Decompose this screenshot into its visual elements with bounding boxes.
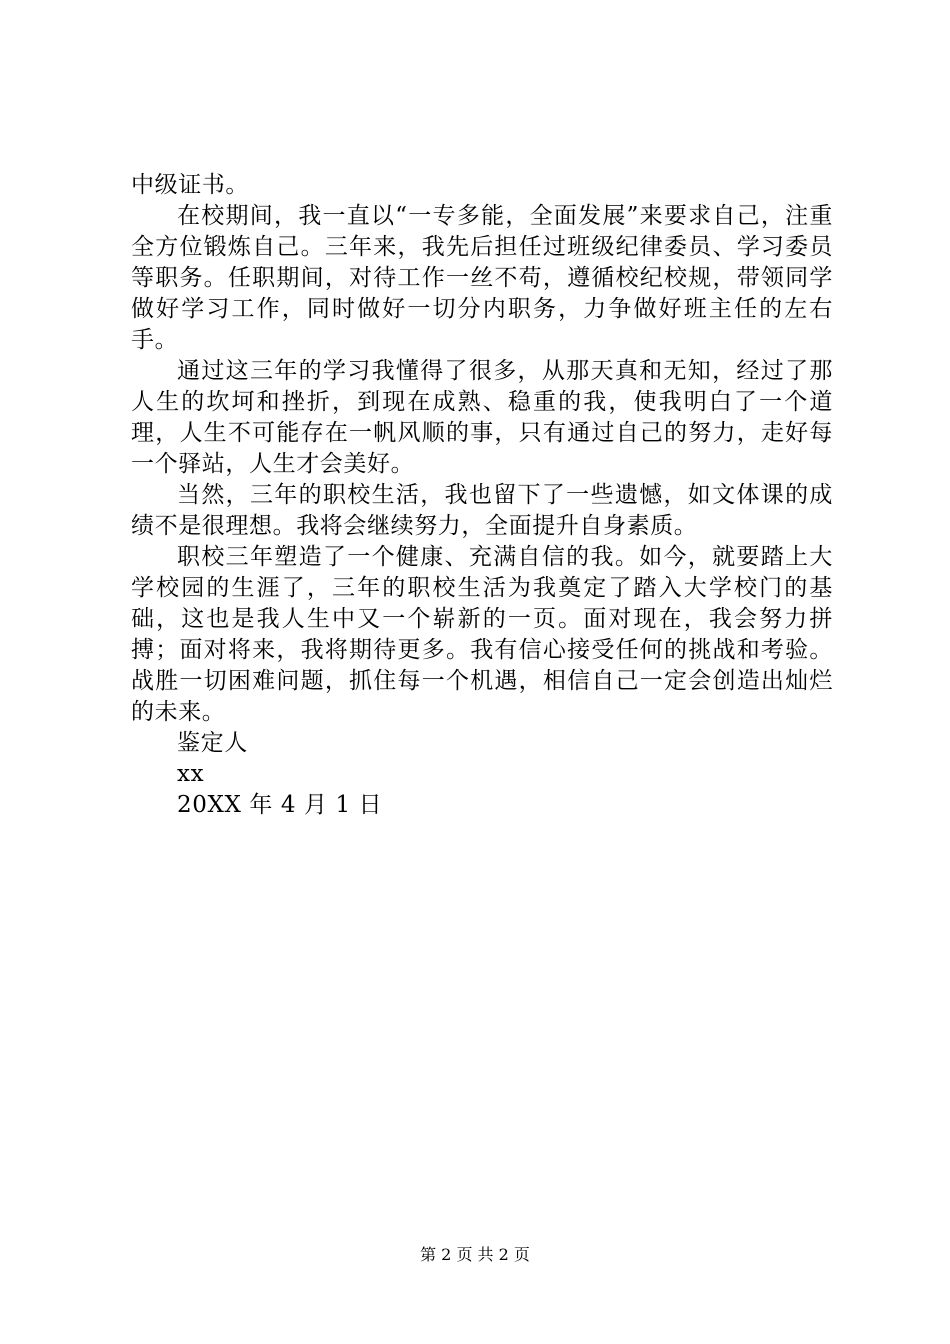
signature-date: 20XX 年 4 月 1 日 xyxy=(177,792,383,818)
signature-label: 鉴定人 xyxy=(177,730,248,756)
document-body xyxy=(131,170,833,821)
paragraph-2: 在校期间，我一直以“一专多能，全面发展”来要求自己，注重全方位锻炼自己。三年来，我先后担任过班级纪律委员、学习委员等职务。任职期间，对待工作一丝不苟，遵循校纪校规，带领同学做好学习工作，同时做好一切分内职务，力争做好班主任的左右手。 xyxy=(131,203,833,353)
page-footer xyxy=(0,1244,950,1266)
signature-name: xx xyxy=(177,761,205,787)
paragraph-4: 当然，三年的职校生活，我也留下了一些遗憾，如文体课的成绩不是很理想。我将会继续努力，全面提升自身素质。 xyxy=(131,482,833,539)
page-number: 第 2 页 共 2 页 xyxy=(420,1245,530,1264)
paragraph-5: 职校三年塑造了一个健康、充满自信的我。如今，就要踏上大学校园的生涯了，三年的职校生活为我奠定了踏入大学校门的基础，这也是我人生中又一个崭新的一页。面对现在，我会努力拼搏；面对将来，我将期待更多。我有信心接受任何的挑战和考验。战胜一切困难问题，抓住每一个机遇，相信自己一定会创造出灿烂的未来。 xyxy=(131,544,833,725)
paragraph-1: 中级证书。 xyxy=(131,172,249,198)
paragraph-3: 通过这三年的学习我懂得了很多，从那天真和无知，经过了那人生的坎坷和挫折，到现在成熟、稳重的我，使我明白了一个道理，人生不可能存在一帆风顺的事，只有通过自己的努力，走好每一个驿站，人生才会美好。 xyxy=(131,358,833,477)
